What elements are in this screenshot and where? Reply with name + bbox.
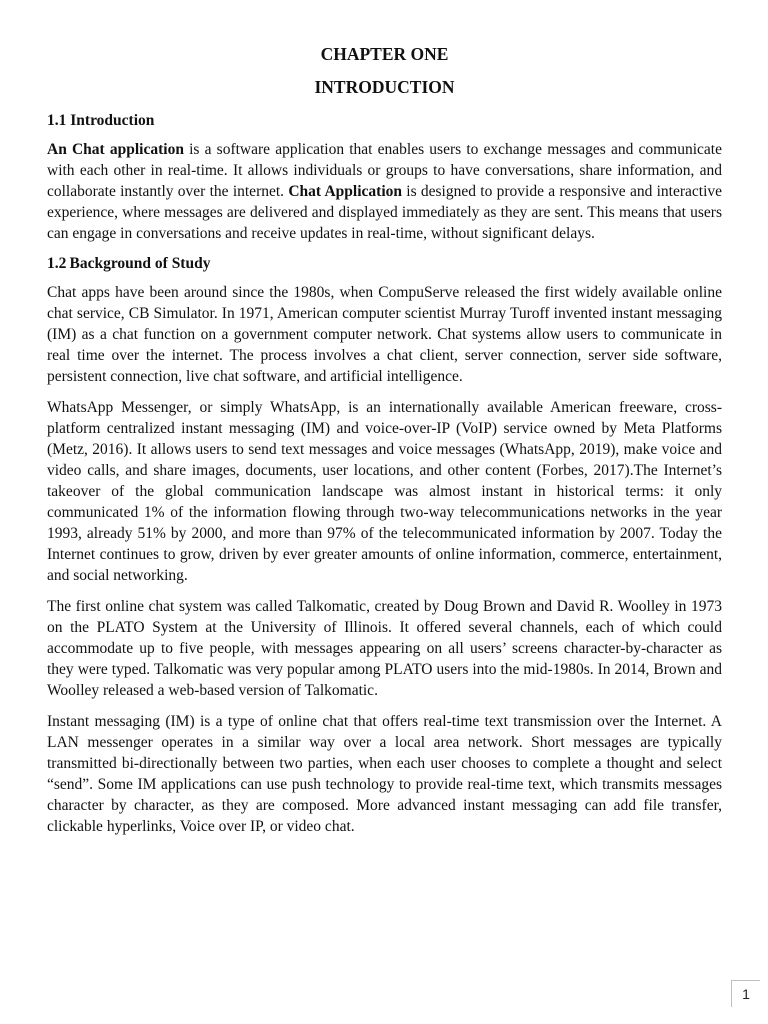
intro-paragraph — [47, 139, 722, 244]
paragraph-text: is designed to provide a responsive and interactive experience, where messages are delivered and displayed immediately as they are sent. This means that users can engage in conversations and receive updates in real-time, without significant delays. — [47, 183, 723, 243]
chapter-title: INTRODUCTION — [314, 77, 455, 97]
document-page — [47, 42, 722, 847]
section-heading-introduction: 1.1 Introduction — [47, 112, 155, 129]
paragraph-text: is a software application that enables users to exchange messages and communicate with each other in real-time. It allows individuals or groups to have conversations, share information, and collaborate instantly over the internet. — [47, 141, 722, 201]
bold-term: Chat Application — [288, 183, 402, 201]
background-paragraph: The first online chat system was called Talkomatic, created by Doug Brown and David R. Woolley in 1973 on the PLATO System at the University of Illinois. It offered several channels, each of which could accommodate up to five people, with messages appearing on all users’ screens character-by-character as they were typed. Talkomatic was very popular among PLATO users into the mid-1980s. In 2014, Brown and Woolley released a web-based version of Talkomatic. — [47, 598, 722, 700]
chapter-label: CHAPTER ONE — [320, 44, 449, 64]
section-heading-background: 1.2 Background of Study — [47, 255, 211, 273]
background-paragraph: Chat apps have been around since the 1980s, when CompuServe released the first widely available online chat service, CB Simulator. In 1971, American computer scientist Murray Turoff invented instant messaging (IM) as a chat function on a government computer network. Chat systems allow users to communicate in real time over the internet. The process involves a chat client, server connection, server side software, persistent connection, live chat software, and artificial intelligence. — [47, 284, 722, 386]
background-paragraph: Instant messaging (IM) is a type of online chat that offers real-time text transmission over the Internet. A LAN messenger operates in a similar way over a local area network. Short messages are typically transmitted bi-directionally between two parties, when each user chooses to complete a thought and select “send”. Some IM applications can use push technology to provide real-time text, which transmits messages character by character, as they are composed. More advanced instant messaging can add file transfer, clickable hyperlinks, Voice over IP, or video chat. — [47, 713, 722, 836]
background-paragraph: WhatsApp Messenger, or simply WhatsApp, is an internationally available American freeware, cross-platform centralized instant messaging (IM) and voice-over-IP (VoIP) service owned by Meta Platforms (Metz, 2016). It allows users to send text messages and voice messages (WhatsApp, 2019), make voice and video calls, and share images, documents, user locations, and other content (Forbes, 2017).The Internet’s takeover of the global communication landscape was almost instant in historical terms: it only communicated 1% of the information flowing through two-way telecommunications networks in the year 1993, already 51% by 2000, and more than 97% of the telecommunicated information by 2007. Today the Internet continues to grow, driven by ever greater amounts of online information, commerce, entertainment, and social networking. — [47, 399, 722, 585]
bold-term: An Chat application — [47, 141, 184, 159]
page-number: 1 — [731, 980, 760, 1007]
